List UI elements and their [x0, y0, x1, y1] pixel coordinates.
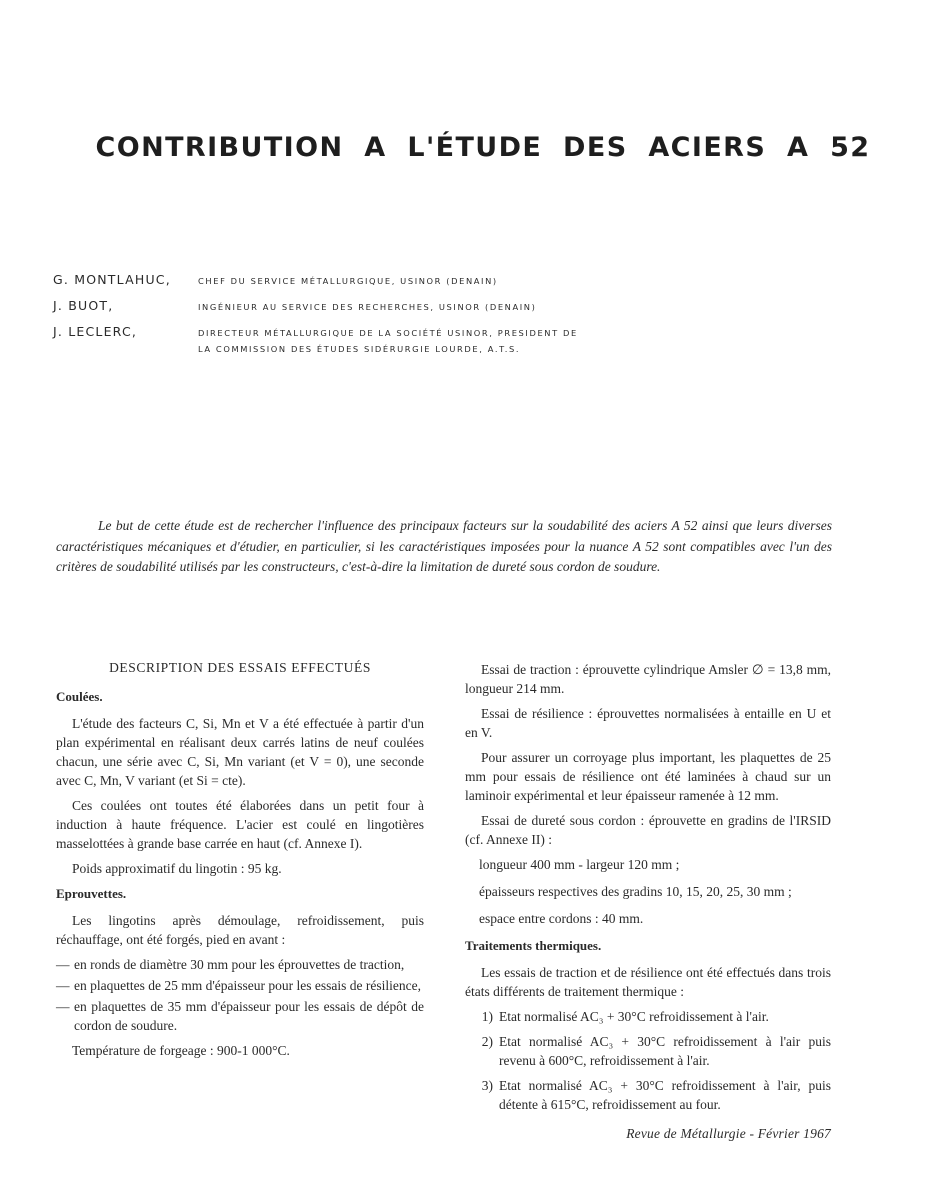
author-entry	[53, 298, 613, 315]
section-heading: DESCRIPTION DES ESSAIS EFFECTUÉS	[109, 660, 371, 675]
spec-line: espace entre cordons : 40 mm.	[479, 911, 644, 926]
dash-list	[56, 955, 424, 1035]
paragraph: Les lingotins après démoulage, refroidissement, puis réchauffage, ont été forgés, pied en avant :	[56, 913, 424, 947]
author-affiliation	[198, 325, 578, 357]
dash-bullet: —	[56, 999, 70, 1014]
paragraph: Essai de traction : éprouvette cylindrique Amsler ∅ = 13,8 mm, longueur 214 mm.	[465, 662, 831, 696]
author-entry	[53, 324, 613, 357]
paragraph: Ces coulées ont toutes été élaborées dans un petit four à induction à haute fréquence. L'acier est coulé en lingotières masselottées à grande base carrée en haut (cf. Annexe I).	[56, 798, 424, 851]
journal-footer: Revue de Métallurgie - Février 1967	[626, 1126, 831, 1141]
spec-line: épaisseurs respectives des gradins 10, 15, 20, 25, 30 mm ;	[479, 884, 792, 899]
paragraph: L'étude des facteurs C, Si, Mn et V a été effectuée à partir d'un plan expérimental en réalisant deux carrés latins de neuf coulées chacun, une série avec C, Si, Mn variant (et V = 0), une seconde avec C, Mn, V variant (et Si = cte).	[56, 716, 424, 788]
author-name: G. MONTLAHUC,	[53, 272, 171, 287]
left-column	[56, 658, 424, 1066]
list-item-text: en ronds de diamètre 30 mm pour les éprouvettes de traction,	[74, 957, 405, 972]
dash-bullet: —	[56, 978, 70, 993]
subheading-traitements: Traitements thermiques.	[465, 938, 602, 953]
spec-line: longueur 400 mm - largeur 120 mm ;	[479, 857, 680, 872]
author-affiliation-line: INGÉNIEUR AU SERVICE DES RECHERCHES, USINOR (DENAIN)	[198, 302, 537, 312]
list-number: 1)	[481, 1009, 493, 1024]
abstract: Le but de cette étude est de rechercher l'influence des principaux facteurs sur la soudabilité des aciers A 52 ainsi que leurs diverses caractéristiques mécaniques et d'étudier, en particulier, si les caractéristiques imposées pour la nuance A 52 sont compatibles avec l'un des critères de soudabilité utilisés par les constructeurs, c'est-à-dire la limitation de dureté sous cordon de soudure.	[56, 518, 832, 575]
list-item-text: en plaquettes de 35 mm d'épaisseur pour les essais de dépôt de cordon de soudure.	[74, 999, 424, 1033]
subheading-coulees: Coulées.	[56, 689, 103, 704]
paragraph: Essai de dureté sous cordon : éprouvette en gradins de l'IRSID (cf. Annexe II) :	[465, 813, 831, 847]
author-name: J. BUOT,	[53, 298, 114, 313]
list-item	[56, 976, 424, 995]
right-column	[465, 660, 831, 1120]
author-list	[53, 272, 613, 366]
list-item	[56, 955, 424, 974]
numbered-list	[465, 1007, 831, 1114]
author-affiliation	[198, 299, 536, 315]
author-entry	[53, 272, 613, 289]
paragraph: Poids approximatif du lingotin : 95 kg.	[72, 861, 282, 876]
article-title: CONTRIBUTION A L'ÉTUDE DES ACIERS A 52	[95, 132, 871, 163]
dash-bullet: —	[56, 957, 70, 972]
list-item	[465, 1007, 831, 1026]
list-number: 3)	[481, 1078, 493, 1093]
author-affiliation-line: CHEF DU SERVICE MÉTALLURGIQUE, USINOR (DENAIN)	[198, 276, 498, 286]
list-item-text: Etat normalisé AC₃ + 30°C refroidissement à l'air, puis détente à 615°C, refroidissement au four.	[499, 1078, 831, 1112]
paragraph: Pour assurer un corroyage plus important, les plaquettes de 25 mm pour essais de résilience ont été laminées à chaud sur un laminoir expérimental et leur épaisseur ramenée à 12 mm.	[465, 750, 831, 803]
author-affiliation-line: LA COMMISSION DES ÉTUDES SIDÉRURGIE LOURDE, A.T.S.	[198, 344, 521, 354]
list-item	[465, 1076, 831, 1114]
paragraph: Température de forgeage : 900-1 000°C.	[72, 1043, 290, 1058]
paragraph: Essai de résilience : éprouvettes normalisées à entaille en U et en V.	[465, 706, 831, 740]
author-affiliation	[198, 273, 498, 289]
list-item-text: Etat normalisé AC₃ + 30°C refroidissement à l'air puis revenu à 600°C, refroidissement à l'air.	[499, 1034, 831, 1068]
subheading-eprouvettes: Eprouvettes.	[56, 886, 127, 901]
list-item	[465, 1032, 831, 1070]
list-item	[56, 997, 424, 1035]
author-name: J. LECLERC,	[53, 324, 138, 339]
paragraph: Les essais de traction et de résilience ont été effectués dans trois états différents de traitement thermique :	[465, 965, 831, 999]
author-affiliation-line: DIRECTEUR MÉTALLURGIQUE DE LA SOCIÉTÉ USINOR, PRESIDENT DE	[198, 328, 578, 338]
list-item-text: en plaquettes de 25 mm d'épaisseur pour les essais de résilience,	[74, 978, 421, 993]
list-item-text: Etat normalisé AC₃ + 30°C refroidissement à l'air.	[499, 1009, 769, 1024]
list-number: 2)	[481, 1034, 493, 1049]
